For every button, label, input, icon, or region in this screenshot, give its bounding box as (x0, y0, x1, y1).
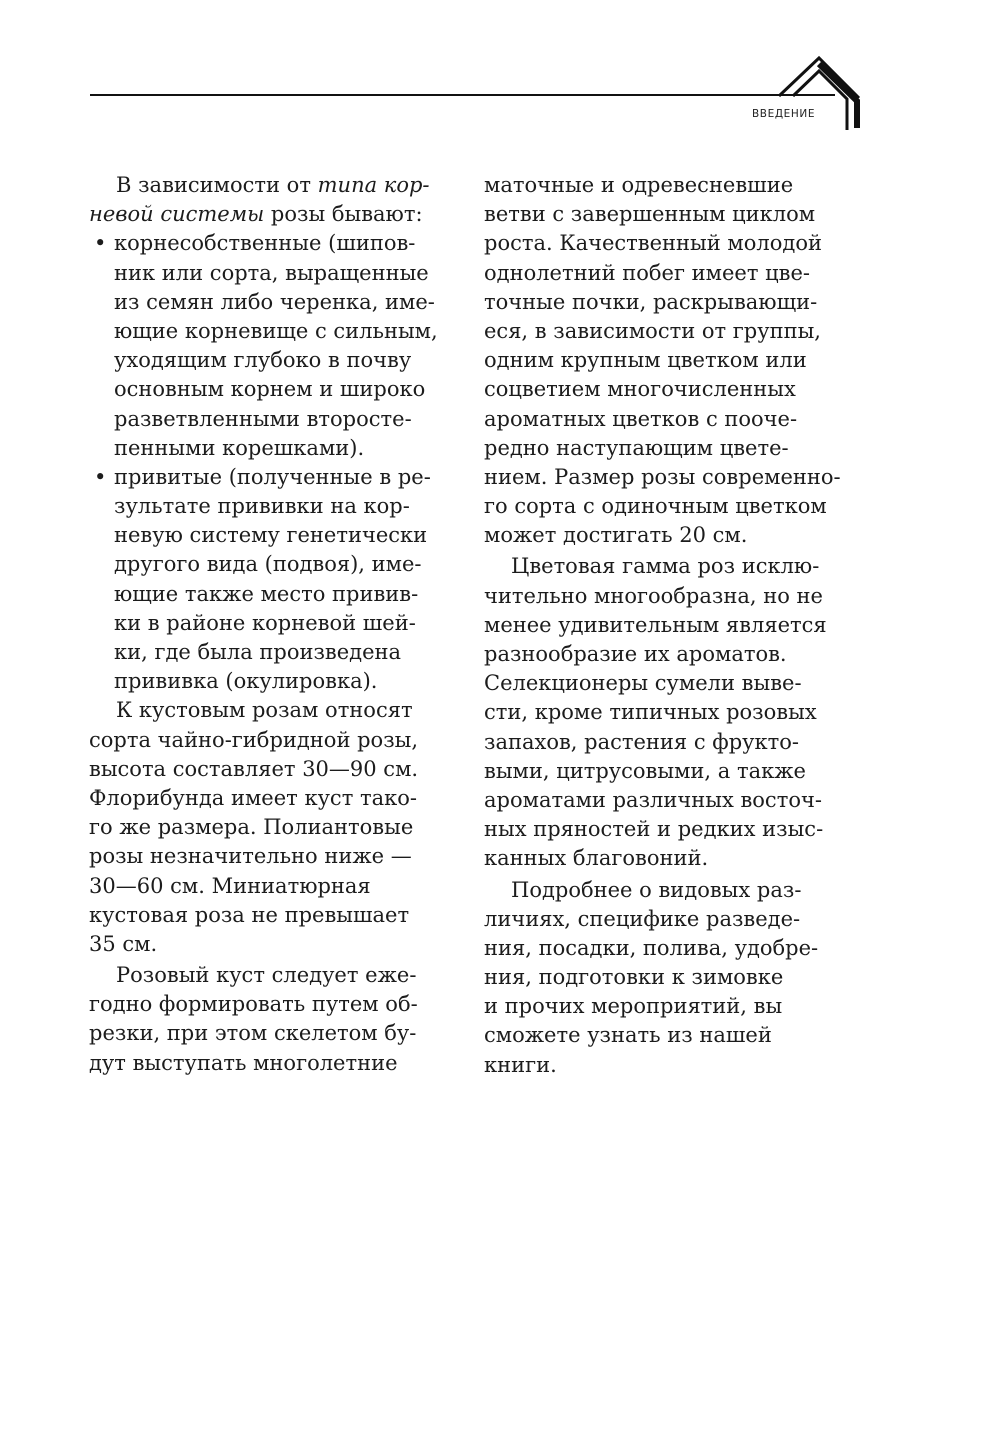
paragraph-line: и прочих мероприятий, вы (484, 994, 783, 1019)
bullet-text-line: ки в районе корневой шей- (114, 610, 416, 635)
bullet-text-line: ки, где была произведена (114, 640, 402, 664)
bullet-text-line: разветвленными второсте- (114, 406, 412, 431)
bullet-text-line: ющие также место привив- (114, 581, 419, 606)
bullet-marker: • (94, 231, 107, 256)
paragraph-line: может достигать 20 см. (484, 523, 748, 548)
paragraph-line: выми, цитрусовыми, а также (484, 758, 806, 783)
bullet-text-line: привитые (полученные в ре- (114, 464, 431, 489)
paragraph-line: личиях, специфике разведе- (484, 906, 801, 931)
paragraph-line: сорта чайно-гибридной розы, (89, 727, 419, 752)
paragraph-line: ния, посадки, полива, удобре- (484, 935, 819, 960)
paragraph-line: еся, в зависимости от группы, (484, 318, 821, 343)
paragraph-line: ароматных цветков с пооче- (484, 406, 798, 431)
paragraph (484, 876, 856, 1080)
paragraph-line: одним крупным цветком или (484, 348, 807, 373)
paragraph-line: однолетний побег имеет цве- (484, 260, 810, 285)
paragraph-line: годно формировать путем об- (89, 992, 418, 1017)
bullet-text-line: невую систему генетически (114, 523, 428, 548)
paragraph-line: редно наступающим цвете- (484, 435, 789, 460)
paragraph-line: ных пряностей и редких изыс- (484, 817, 824, 842)
header-rule (90, 94, 835, 96)
paragraph-line: роста. Качественный молодой (484, 231, 822, 256)
bullet-text-line: из семян либо черенка, име- (114, 289, 435, 314)
paragraph-line: менее удивительным является (484, 612, 827, 637)
paragraph-line: Цветовая гамма роз исклю- (511, 554, 820, 579)
paragraph-line: го же размера. Полиантовые (89, 815, 414, 840)
paragraph-line: кустовая роза не превышает (89, 902, 410, 927)
intro-line-1: В зависимости от типа кор- (116, 173, 430, 197)
paragraph (484, 171, 856, 550)
paragraph-line: чительно многообразна, но не (484, 583, 823, 608)
paragraph-line: резки, при этом скелетом бу- (89, 1021, 417, 1046)
paragraph-line: точные почки, раскрывающи- (484, 289, 818, 314)
paragraph-line: сможете узнать из нашей (484, 1023, 772, 1048)
intro-line-2: невой системы розы бывают: (89, 202, 423, 227)
paragraph-line: соцветием многочисленных (484, 377, 796, 402)
bullet-text-line: основным корнем и широко (114, 377, 426, 402)
paragraph-line: розы незначительно ниже — (89, 844, 412, 869)
bullet-text-line: пенными корешками). (114, 435, 365, 460)
bullet-item (89, 229, 461, 463)
paragraph-line: высота составляет 30—90 см. (89, 756, 419, 781)
paragraph-line: ния, подготовки к зимовке (484, 965, 784, 990)
paragraph-line: запахов, растения с фрукто- (484, 729, 799, 754)
paragraph-line: ароматами различных восточ- (484, 787, 822, 812)
bullet-text-line: другого вида (подвоя), име- (114, 552, 422, 577)
bullet-text-line: зультате прививки на кор- (114, 494, 410, 519)
paragraph-line: 30—60 см. Миниатюрная (89, 873, 371, 898)
bullet-item (89, 463, 461, 697)
section-label: ВВЕДЕНИЕ (752, 108, 816, 120)
left-column (89, 171, 461, 1078)
paragraph-line: книги. (484, 1052, 557, 1077)
bullet-text-line: корнесобственные (шипов- (114, 231, 416, 256)
bullet-text-line: прививка (окулировка). (114, 669, 378, 694)
paragraph-line: 35 см. (89, 931, 158, 956)
paragraph-line: сти, кроме типичных розовых (484, 700, 817, 725)
right-column (484, 171, 856, 1080)
bullet-text-line: ющие корневище с сильным, (114, 318, 438, 343)
paragraph-line: Флорибунда имеет куст тако- (89, 785, 417, 810)
bullet-marker: • (94, 464, 107, 489)
paragraph-line: Подробнее о видовых раз- (511, 877, 802, 902)
paragraph (89, 696, 461, 959)
paragraph (89, 961, 461, 1078)
paragraph-line: дут выступать многолетние (89, 1050, 398, 1075)
bullet-text-line: уходящим глубоко в почву (114, 348, 412, 373)
paragraph-line: ветви с завершенным циклом (484, 202, 816, 227)
paragraph-line: Селекционеры сумели выве- (484, 671, 802, 696)
bullet-text-line: ник или сорта, выращенные (114, 260, 429, 285)
paragraph-line: го сорта с одиночным цветком (484, 494, 827, 519)
paragraph-line: нием. Размер розы современно- (484, 464, 841, 489)
paragraph-line: Розовый куст следует еже- (116, 963, 417, 988)
paragraph-line: маточные и одревесневшие (484, 173, 794, 197)
paragraph-line: разнообразие их ароматов. (484, 642, 787, 666)
house-roof-icon (777, 54, 867, 134)
paragraph-line: К кустовым розам относят (116, 698, 413, 723)
paragraph (484, 552, 856, 873)
paragraph-line: канных благовоний. (484, 846, 709, 871)
